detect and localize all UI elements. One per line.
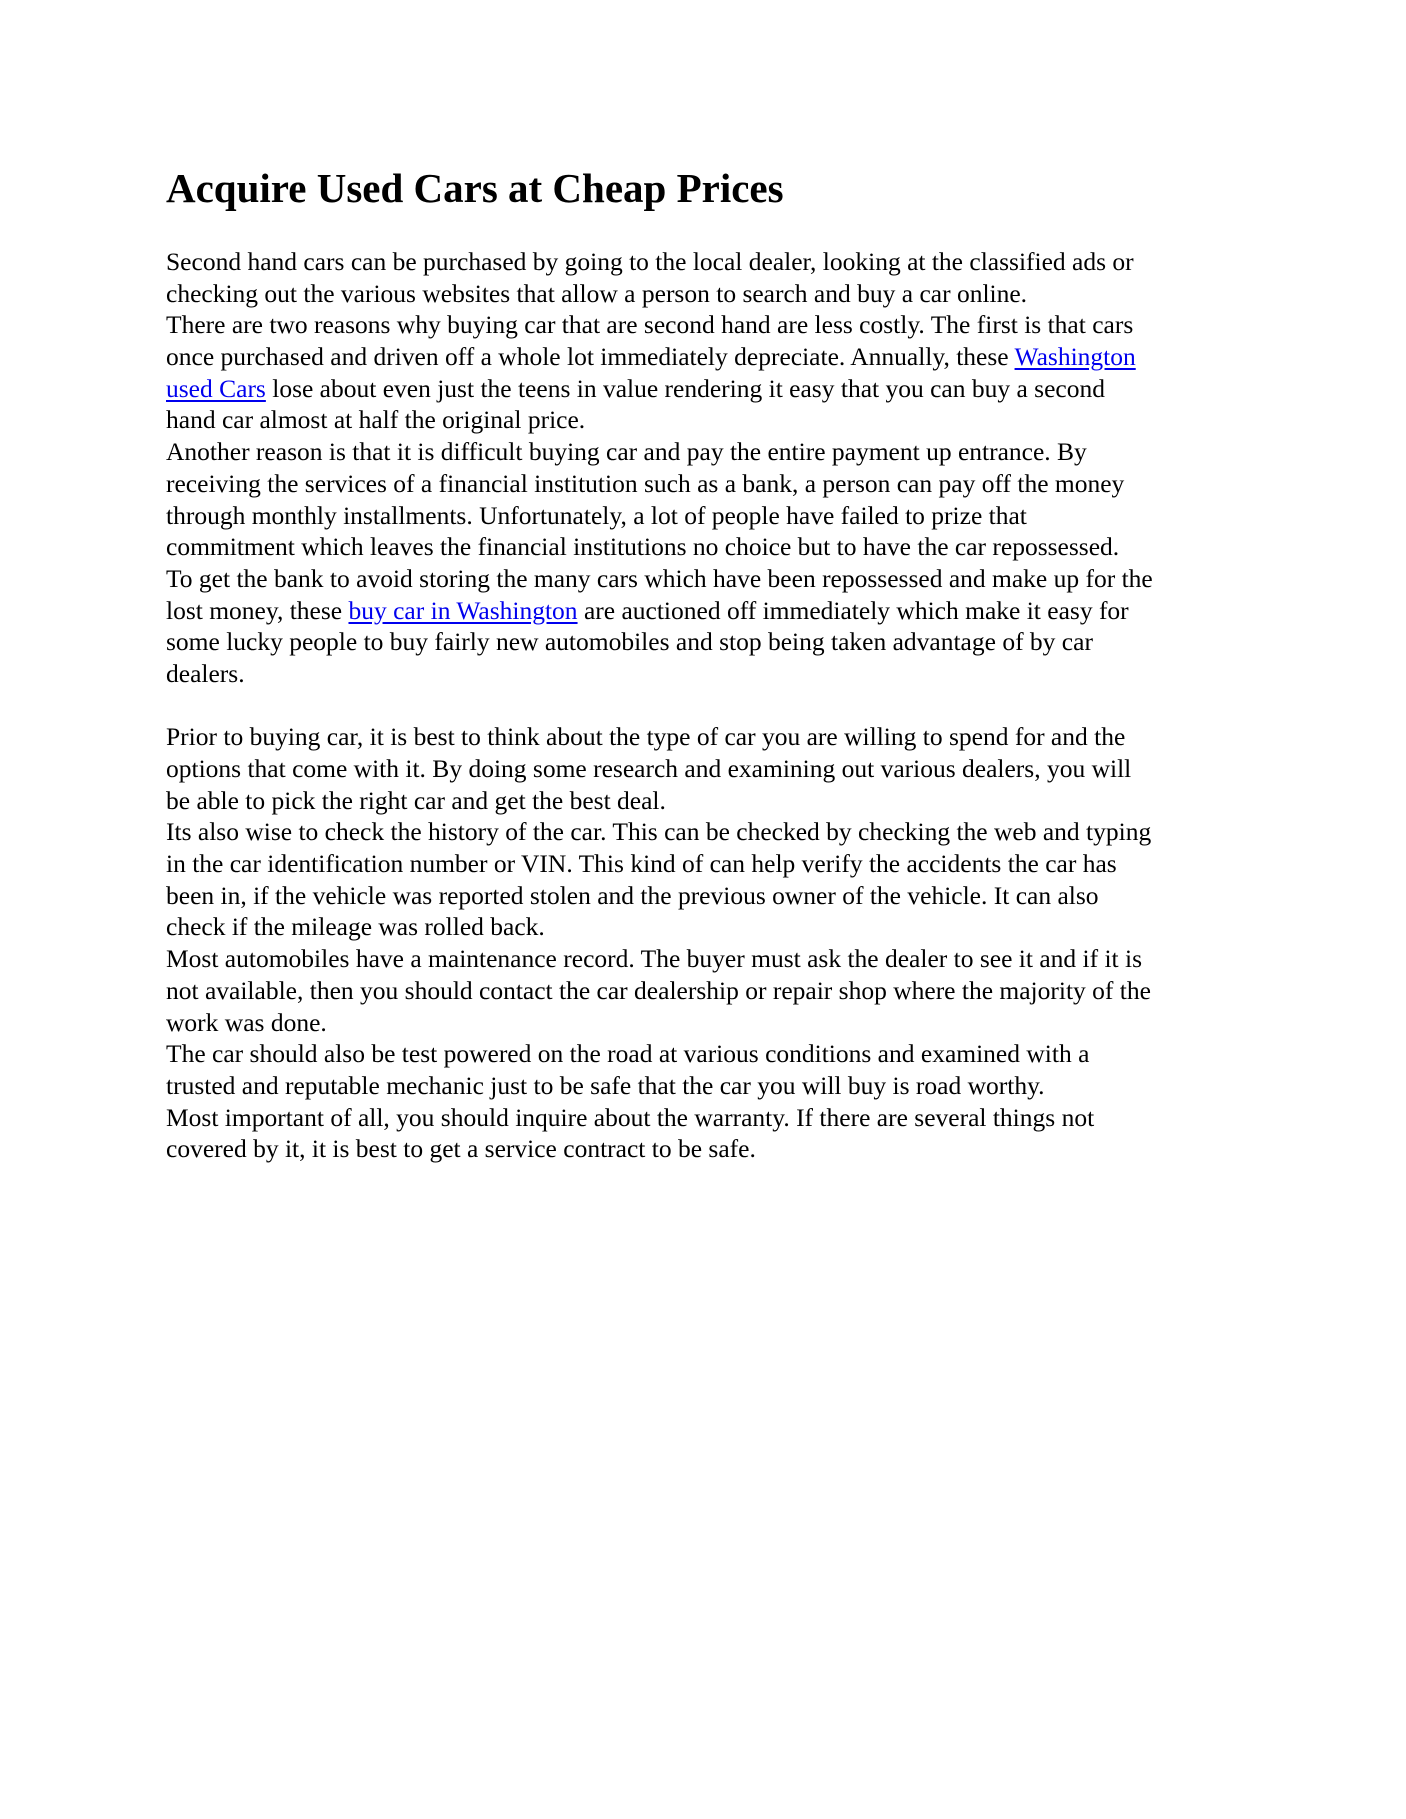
text-line: checking out the various websites that allow a person to search and buy a car online. bbox=[166, 278, 1028, 308]
text-segment: lose about even just the teens in value rendering it easy that you can buy a second bbox=[265, 373, 1105, 403]
text-line: To get the bank to avoid storing the many cars which have been repossessed and make up for the bbox=[166, 563, 1153, 593]
text-line: trusted and reputable mechanic just to be safe that the car you will buy is road worthy. bbox=[166, 1070, 1045, 1100]
text-line: commitment which leaves the financial institutions no choice but to have the car repossessed. bbox=[166, 532, 1120, 562]
text-line bbox=[166, 595, 1266, 627]
text-line: Second hand cars can be purchased by going to the local dealer, looking at the classified ads or bbox=[166, 247, 1134, 276]
page-title: Acquire Used Cars at Cheap Prices bbox=[166, 165, 784, 211]
text-line: receiving the services of a financial institution such as a bank, a person can pay off the money bbox=[166, 468, 1125, 498]
text-line: through monthly installments. Unfortunately, a lot of people have failed to prize that bbox=[166, 500, 1027, 530]
text-line: Prior to buying car, it is best to think about the type of car you are willing to spend for and the bbox=[166, 722, 1126, 752]
text-line: covered by it, it is best to get a service contract to be safe. bbox=[166, 1134, 756, 1164]
washington-used-cars-link[interactable]: Washington bbox=[1014, 342, 1136, 372]
text-line: not available, then you should contact the car dealership or repair shop where the majority of the bbox=[166, 975, 1151, 1005]
text-line: check if the mileage was rolled back. bbox=[166, 912, 545, 942]
text-line: hand car almost at half the original price. bbox=[166, 405, 586, 435]
text-line: The car should also be test powered on the road at various conditions and examined with a bbox=[166, 1039, 1090, 1069]
text-line bbox=[166, 341, 1266, 373]
text-line: Another reason is that it is difficult buying car and pay the entire payment up entrance. By bbox=[166, 437, 1087, 467]
text-line: options that come with it. By doing some research and examining out various dealers, you will bbox=[166, 754, 1132, 783]
text-line: There are two reasons why buying car that are second hand are less costly. The first is that cars bbox=[166, 310, 1134, 340]
text-segment: are auctioned off immediately which make it easy for bbox=[577, 595, 1129, 625]
text-line: work was done. bbox=[166, 1007, 327, 1037]
washington-used-cars-link-continued[interactable]: used Cars bbox=[166, 373, 266, 403]
text-line: Most automobiles have a maintenance record. The buyer must ask the dealer to see it and if it is bbox=[166, 944, 1143, 974]
text-line: some lucky people to buy fairly new automobiles and stop being taken advantage of by car bbox=[166, 627, 1093, 657]
text-line: dealers. bbox=[166, 658, 245, 688]
text-line bbox=[166, 373, 1266, 405]
text-line: been in, if the vehicle was reported stolen and the previous owner of the vehicle. It can also bbox=[166, 880, 1099, 910]
text-segment: lost money, these bbox=[166, 595, 349, 625]
text-line: be able to pick the right car and get the best deal. bbox=[166, 785, 666, 815]
text-line: Its also wise to check the history of the car. This can be checked by checking the web and typing bbox=[166, 817, 1152, 847]
text-line: in the car identification number or VIN. This kind of can help verify the accidents the car has bbox=[166, 849, 1117, 879]
paragraph-gap bbox=[166, 690, 1266, 722]
article-body bbox=[166, 246, 1266, 1165]
text-segment: once purchased and driven off a whole lot immediately depreciate. Annually, these bbox=[166, 342, 1015, 372]
buy-car-in-washington-link[interactable]: buy car in Washington bbox=[348, 595, 578, 625]
text-line: Most important of all, you should inquire about the warranty. If there are several things not bbox=[166, 1102, 1095, 1132]
